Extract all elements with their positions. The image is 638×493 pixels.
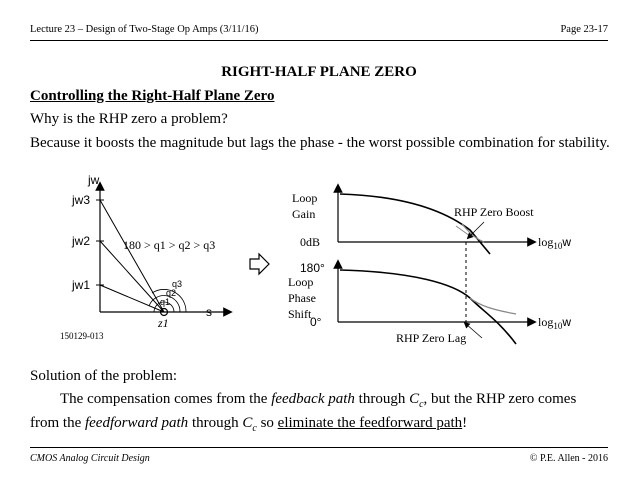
feedforward-path-term: feedforward path [84,415,189,431]
figure-id: 150129-013 [60,331,104,341]
label-jw-axis: jw [88,173,100,187]
header-left: Lecture 23 – Design of Two-Stage Op Amps (3/11/16) [30,24,259,35]
label-180deg: 180° [300,261,325,275]
label-0deg: 0° [310,315,322,329]
eliminate-feedforward-phrase: eliminate the feedforward path [277,415,463,431]
implies-arrow-icon [249,252,271,276]
solution-paragraph: The compensation comes from the feedback path through $C_c$, but the RHP zero comes from the feedforward path through $C_c$ so eliminate the feedforward path! [30,391,577,434]
label-q2: q2 [166,288,177,298]
rhp-boost-pointer [469,222,484,237]
label-jw1: jw1 [72,278,91,292]
header-rule [30,40,608,41]
solution-heading: Solution of the problem: [30,368,178,384]
label-z1: z1 [158,316,169,330]
cc-term-2: $C_c$ [242,415,257,434]
footer-left: CMOS Analog Circuit Design [30,453,150,464]
label-rhp-zero-boost: RHP Zero Boost [454,205,534,219]
rhp-lag-pointer [466,324,482,338]
label-loop: Loop [292,191,318,205]
bode-plot-diagram [284,172,614,354]
label-q1: q1 [160,297,171,307]
feedback-path-term: feedback path [271,391,355,407]
angle-relation: 180 > q1 > q2 > q3 [123,238,216,252]
phase-curve-no-zero [470,298,516,314]
label-gain: Gain [292,207,316,221]
label-phase-loop: Loop [288,275,314,289]
cc-term-1: $C_c$ [409,391,424,410]
label-phase: Phase [288,291,316,305]
footer-copyright: © P.E. Allen - 2016 [529,453,608,464]
header-page-number: Page 23-17 [560,24,608,35]
page-title: RIGHT-HALF PLANE ZERO [221,64,417,80]
question-text: Why is the RHP zero a problem? [30,111,228,127]
label-log-w-top: $\log_{10}w$ [538,235,572,251]
label-0db: 0dB [300,235,321,249]
label-jw2: jw2 [72,234,91,248]
vector-jw3 [100,200,164,312]
label-shift: Shift [288,307,312,321]
label-jw3: jw3 [72,193,91,207]
gain-curve [340,194,490,254]
section-subtitle: Controlling the Right-Half Plane Zero [30,88,275,104]
label-q3: q3 [172,279,183,289]
footer-rule [30,447,608,448]
label-log-w-bottom: $\log_{10}w$ [538,315,572,331]
s-plane-diagram [60,172,240,350]
explanation-text: Because it boosts the magnitude but lags the phase - the worst possible combination for stability. [30,135,610,151]
label-rhp-zero-lag: RHP Zero Lag [396,331,467,345]
label-s: s [206,305,212,319]
